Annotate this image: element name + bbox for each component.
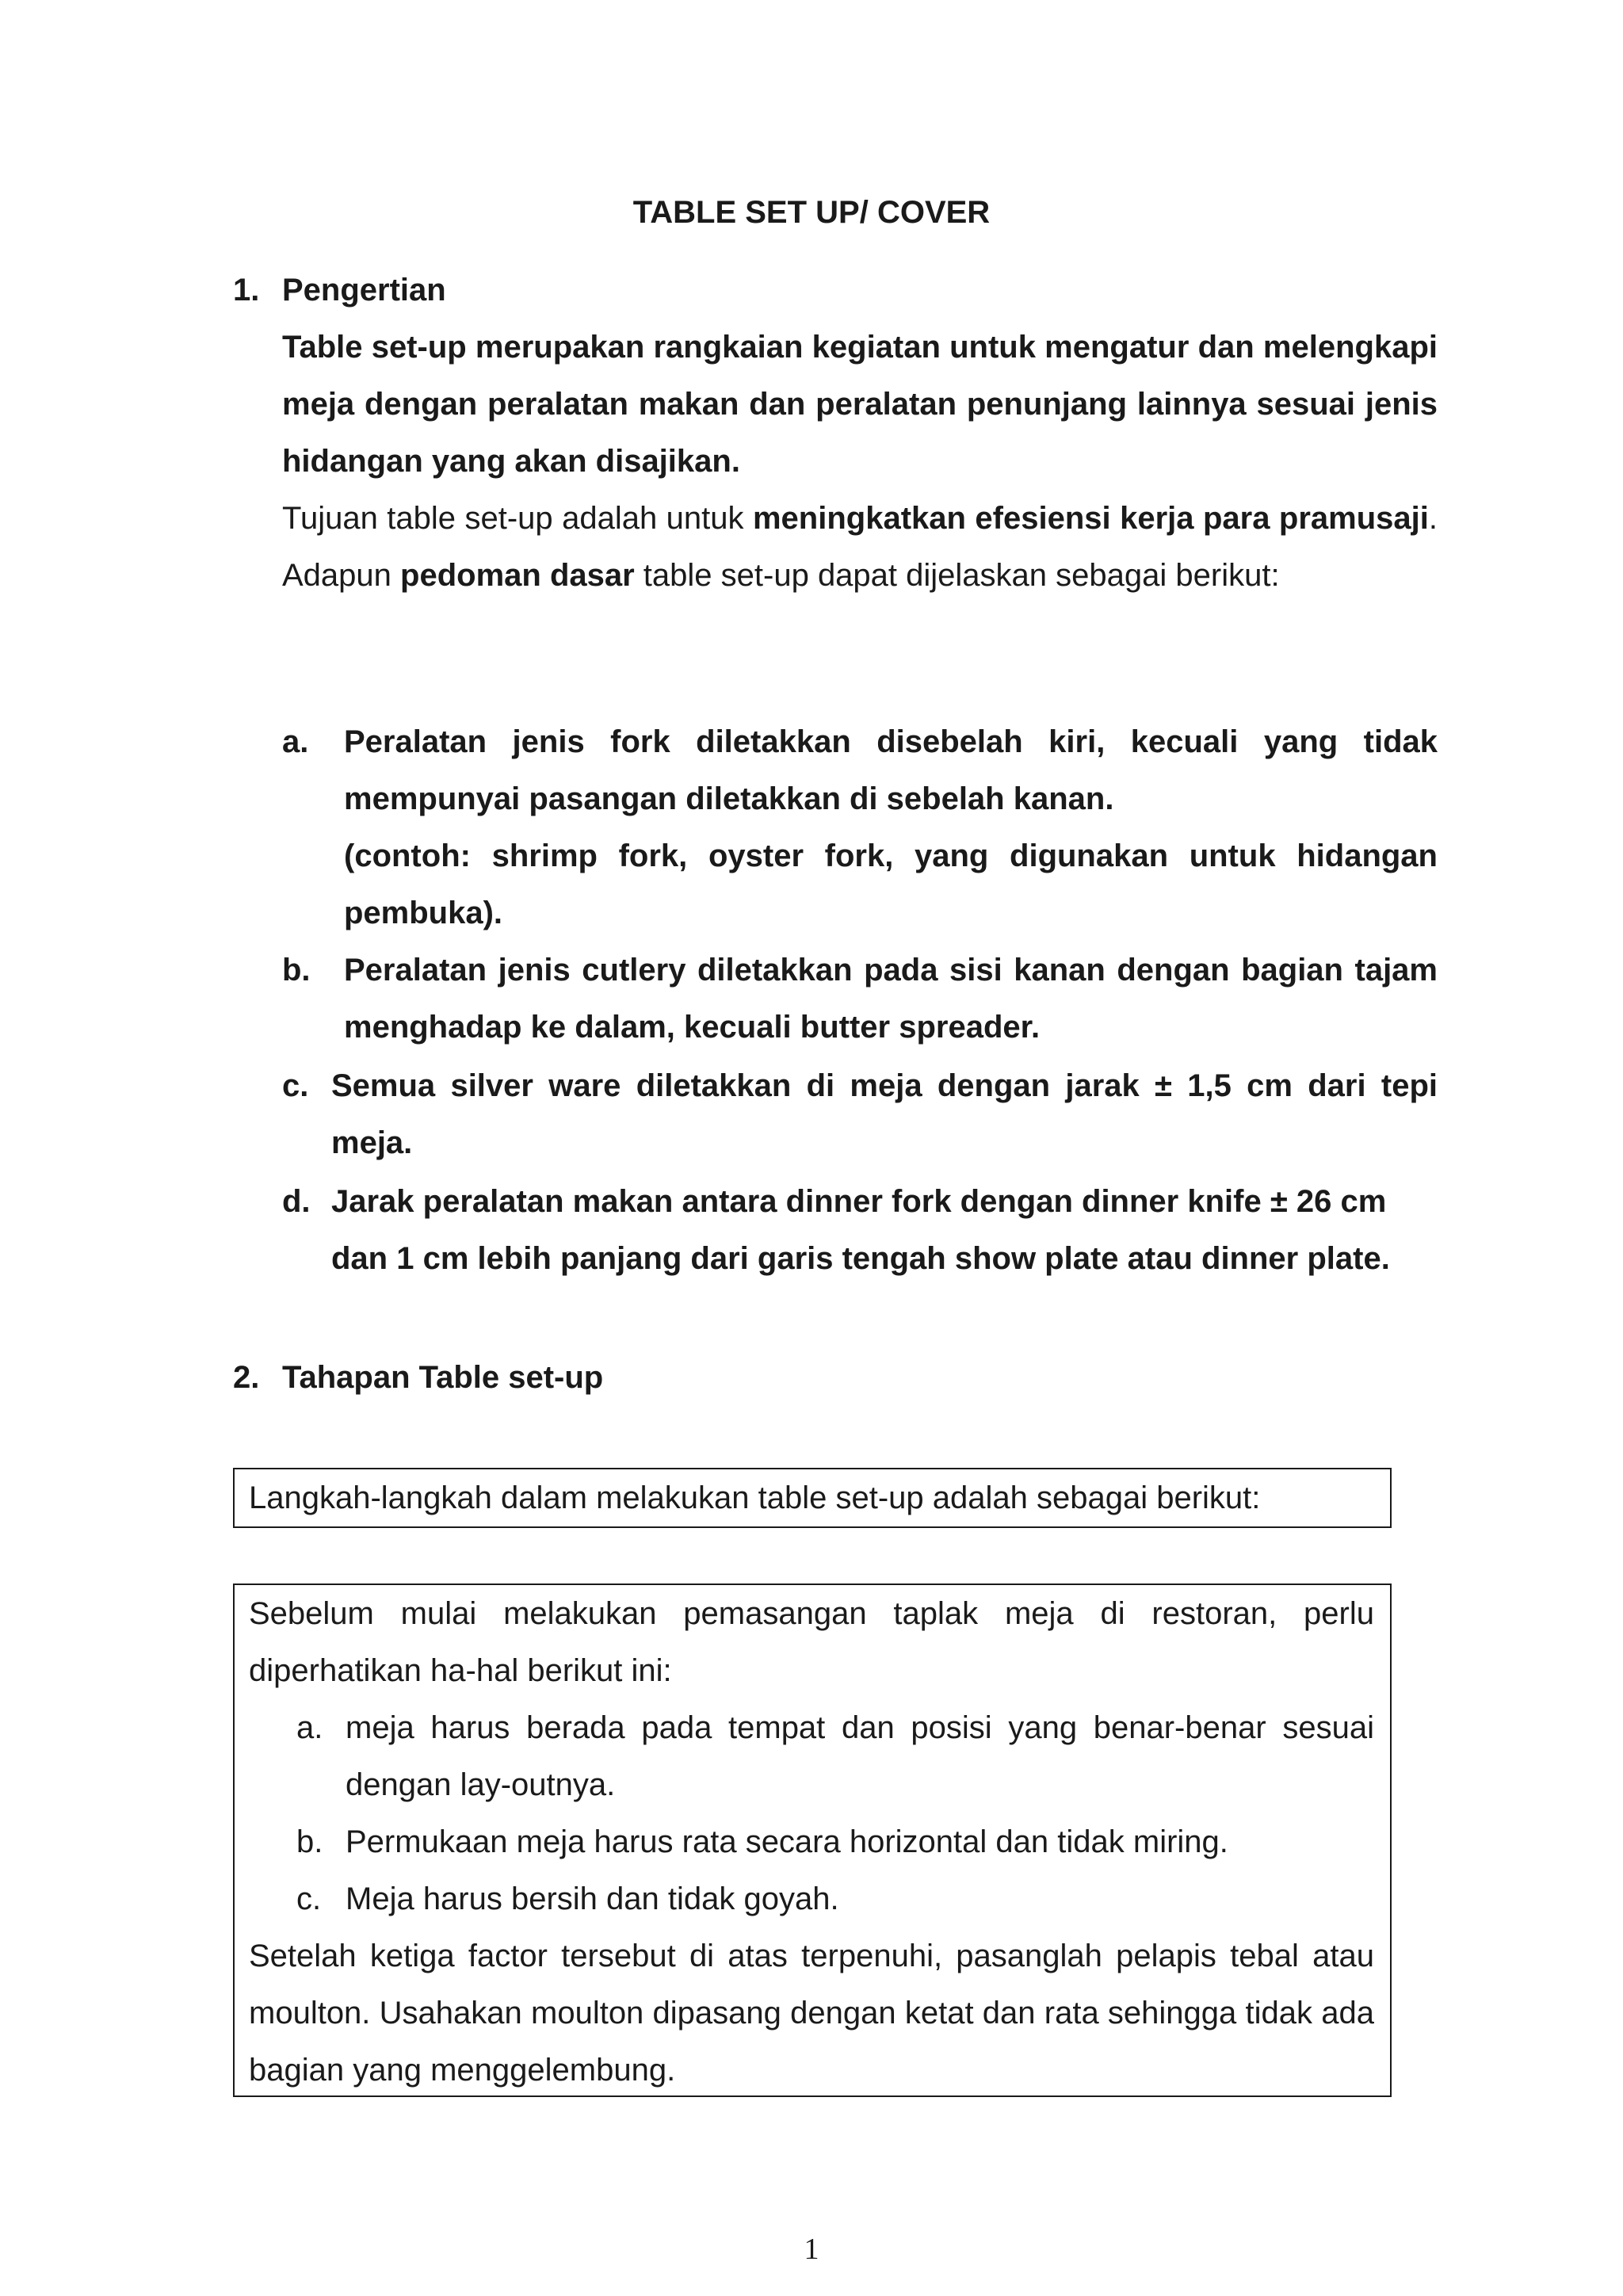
list-item-note: (contoh: shrimp fork, oyster fork, yang digunakan untuk hidangan pembuka). [344, 839, 1438, 930]
page-number: 1 [804, 2233, 819, 2266]
list-item [282, 1057, 1438, 1171]
steps-intro-text: Langkah-langkah dalam melakukan table set-up adalah sebagai berikut: [249, 1480, 1261, 1515]
list-item-text: meja harus berada pada tempat dan posisi yang benar-benar sesuai dengan lay-outnya. [346, 1710, 1374, 1802]
preparation-intro: Sebelum mulai melakukan pemasangan taplak meja di restoran, perlu diperhatikan ha-hal berikut ini: [249, 1596, 1374, 1688]
preparation-box [233, 1584, 1392, 2097]
list-item [282, 1173, 1438, 1287]
document-title: TABLE SET UP/ COVER [632, 195, 991, 230]
list-item-label: a. [282, 724, 309, 759]
list-item-text: Peralatan jenis cutlery diletakkan pada sisi kanan dengan bagian tajam menghadap ke dalam, kecuali butter spreader. [344, 953, 1438, 1045]
purpose-emphasis: pedoman dasar [400, 558, 635, 593]
list-item-label: c. [296, 1881, 322, 1916]
list-item-text: Jarak peralatan makan antara dinner fork dengan dinner knife ± 26 cm dan 1 cm lebih panjang dari garis tengah show plate atau dinner plate. [331, 1184, 1390, 1276]
purpose-paragraph [282, 490, 1438, 604]
list-item-label: d. [282, 1184, 311, 1219]
section-title: Pengertian [282, 273, 446, 308]
purpose-text: table set-up dapat dijelaskan sebagai berikut: [634, 558, 1280, 593]
list-item-label: b. [282, 953, 311, 988]
list-item [296, 1813, 1374, 1870]
preparation-closing: Setelah ketiga factor tersebut di atas terpenuhi, pasanglah pelapis tebal atau moulton. Usahakan moulton dipasang dengan ketat dan rata sehingga tidak ada bagian yang menggelembung. [249, 1939, 1374, 2088]
list-item [282, 942, 1438, 1056]
steps-intro-box [233, 1468, 1392, 1528]
purpose-text: Tujuan table set-up adalah untuk [282, 501, 753, 536]
purpose-text: . Adapun [282, 501, 1438, 593]
list-item-text: Semua silver ware diletakkan di meja dengan jarak ± 1,5 cm dari tepi meja. [331, 1068, 1438, 1160]
definition-paragraph: Table set-up merupakan rangkaian kegiatan untuk mengatur dan melengkapi meja dengan peralatan makan dan peralatan penunjang lainnya sesuai jenis hidangan yang akan disajikan. [282, 330, 1438, 479]
list-item-label: c. [282, 1068, 309, 1103]
list-item [296, 1699, 1374, 1813]
section-number: 1. [233, 273, 260, 308]
list-item-text: Meja harus bersih dan tidak goyah. [346, 1881, 839, 1916]
purpose-emphasis: meningkatkan efesiensi kerja para pramusaji [752, 501, 1429, 536]
list-item-label: a. [296, 1710, 323, 1745]
list-item-label: b. [296, 1824, 323, 1859]
section-number: 2. [233, 1360, 260, 1395]
list-item-main: Peralatan jenis fork diletakkan disebelah kiri, kecuali yang tidak mempunyai pasangan diletakkan di sebelah kanan. [344, 724, 1438, 816]
section-title: Tahapan Table set-up [282, 1360, 604, 1395]
list-item-text [344, 713, 1438, 942]
list-item [282, 713, 1438, 942]
list-item [296, 1870, 1374, 1927]
list-item-text: Permukaan meja harus rata secara horizontal dan tidak miring. [346, 1824, 1228, 1859]
